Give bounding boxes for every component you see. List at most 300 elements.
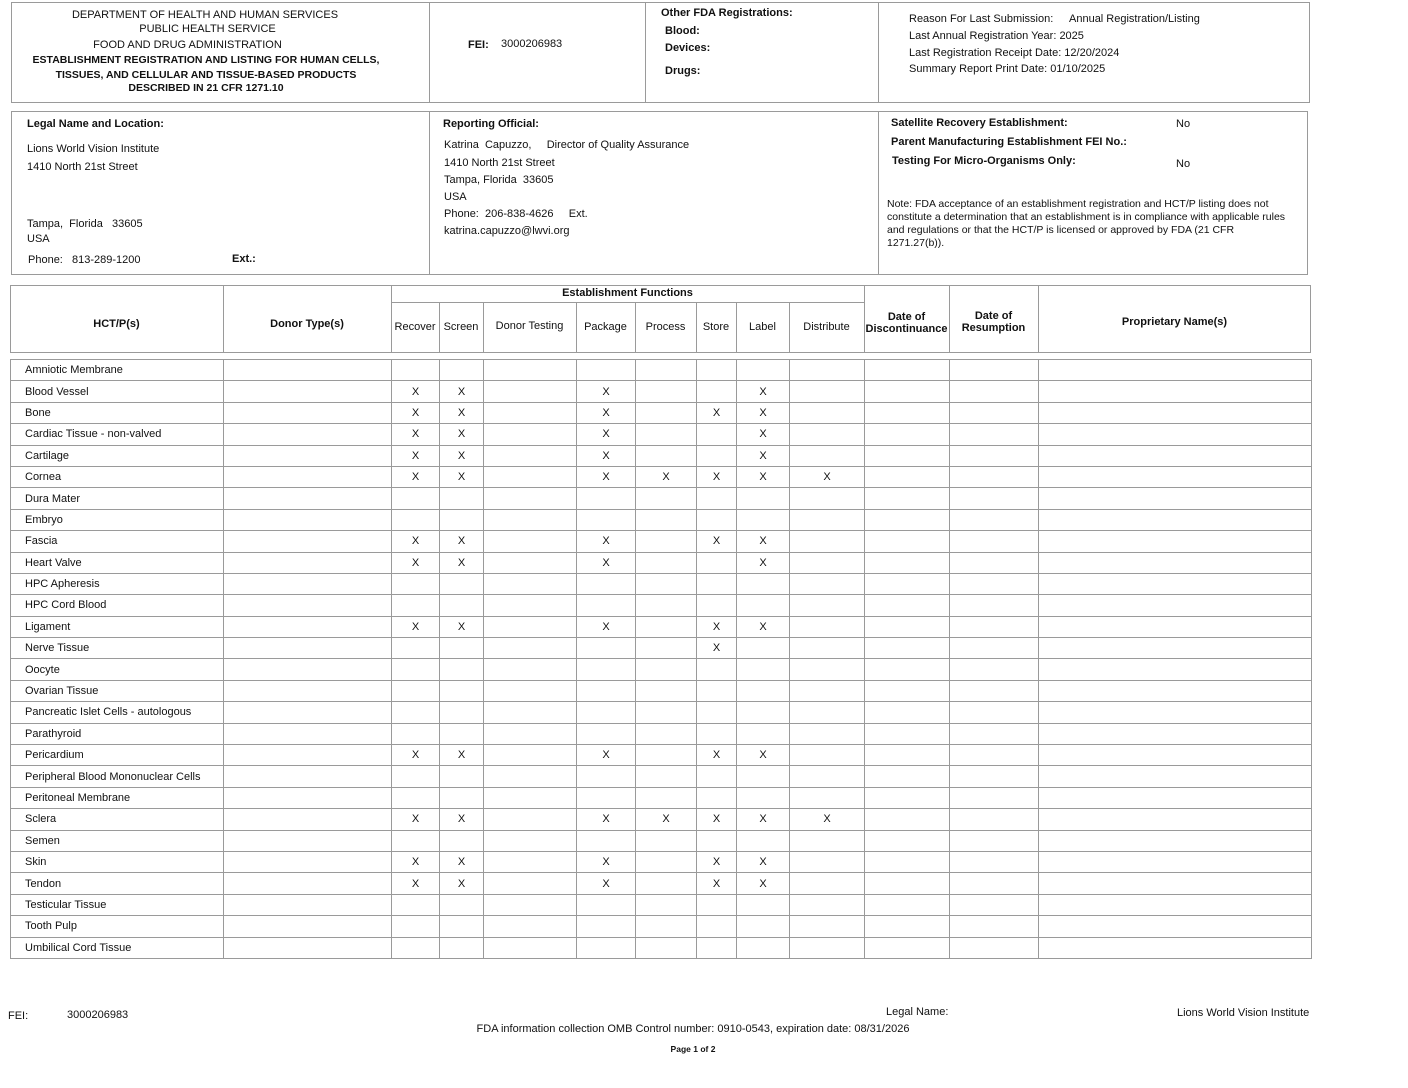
donor-type-cell — [224, 595, 392, 616]
label-mark — [737, 787, 790, 808]
hctp-name: Cardiac Tissue - non-valved — [11, 424, 224, 445]
package-mark: X — [577, 552, 636, 573]
process-mark — [636, 680, 697, 701]
process-mark — [636, 937, 697, 958]
donor-type-cell — [224, 488, 392, 509]
resumption-cell — [950, 360, 1039, 381]
recover-mark: X — [392, 531, 440, 552]
screen-mark — [440, 509, 484, 530]
table-row — [11, 638, 1312, 659]
reporting-official-title: Reporting Official: — [443, 118, 539, 130]
distribute-mark — [790, 916, 865, 937]
proprietary-name-cell — [1039, 595, 1312, 616]
donor-type-cell — [224, 381, 392, 402]
discontinuance-cell — [865, 402, 950, 423]
agency-line-1: DEPARTMENT OF HEALTH AND HUMAN SERVICES — [71, 9, 339, 21]
donor-type-cell — [224, 466, 392, 487]
resumption-cell — [950, 809, 1039, 830]
donor-testing-mark — [484, 830, 577, 851]
hctp-name: Dura Mater — [11, 488, 224, 509]
table-row — [11, 787, 1312, 808]
distribute-mark — [790, 360, 865, 381]
screen-mark: X — [440, 466, 484, 487]
distribute-mark — [790, 509, 865, 530]
donor-testing-mark — [484, 573, 577, 594]
hctp-name: Nerve Tissue — [11, 638, 224, 659]
discontinuance-cell — [865, 360, 950, 381]
label-mark — [737, 680, 790, 701]
resumption-cell — [950, 445, 1039, 466]
distribute-mark: X — [790, 466, 865, 487]
package-mark — [577, 830, 636, 851]
recover-mark — [392, 830, 440, 851]
drugs-label: Drugs: — [665, 65, 701, 77]
store-mark — [697, 766, 737, 787]
store-mark — [697, 723, 737, 744]
process-mark — [636, 894, 697, 915]
discontinuance-cell — [865, 723, 950, 744]
table-row — [11, 595, 1312, 616]
package-mark: X — [577, 381, 636, 402]
resumption-cell — [950, 766, 1039, 787]
satellite-label: Satellite Recovery Establishment: — [891, 117, 1068, 129]
table-row — [11, 916, 1312, 937]
donor-testing-mark — [484, 466, 577, 487]
distribute-mark — [790, 552, 865, 573]
screen-mark — [440, 659, 484, 680]
table-row — [11, 402, 1312, 423]
resumption-cell — [950, 723, 1039, 744]
table-row — [11, 680, 1312, 701]
process-mark — [636, 531, 697, 552]
screen-mark: X — [440, 552, 484, 573]
donor-type-cell — [224, 873, 392, 894]
proprietary-name-cell — [1039, 638, 1312, 659]
donor-type-cell — [224, 616, 392, 637]
hctp-name: Peritoneal Membrane — [11, 787, 224, 808]
process-mark — [636, 787, 697, 808]
fei-value: 3000206983 — [501, 38, 563, 50]
process-mark — [636, 381, 697, 402]
omb-notice: FDA information collection OMB Control number: 0910-0543, expiration date: 08/31/2026 — [476, 1023, 910, 1035]
donor-testing-mark — [484, 766, 577, 787]
proprietary-header: Proprietary Name(s) — [1121, 316, 1228, 328]
resumption-cell — [950, 509, 1039, 530]
store-mark — [697, 916, 737, 937]
donor-type-cell — [224, 402, 392, 423]
recover-mark — [392, 916, 440, 937]
donor-type-header: Donor Type(s) — [270, 318, 344, 330]
discontinuance-cell — [865, 638, 950, 659]
discontinuance-cell — [865, 745, 950, 766]
proprietary-name-cell — [1039, 531, 1312, 552]
resumption-cell — [950, 659, 1039, 680]
fei-label: FEI: — [468, 39, 489, 51]
discontinuance-cell — [865, 424, 950, 445]
official-phone: Phone: 206-838-4626 Ext. — [444, 208, 588, 220]
registration-receipt-date: Last Registration Receipt Date: 12/20/2024 — [909, 47, 1120, 59]
label-mark — [737, 894, 790, 915]
package-mark — [577, 680, 636, 701]
donor-type-cell — [224, 509, 392, 530]
donor-testing-mark — [484, 402, 577, 423]
donor-type-cell — [224, 766, 392, 787]
label-mark: X — [737, 851, 790, 872]
recover-mark — [392, 937, 440, 958]
discontinuance-cell — [865, 787, 950, 808]
proprietary-name-cell — [1039, 445, 1312, 466]
other-registrations-title: Other FDA Registrations: — [661, 7, 793, 19]
discontinuance-cell — [865, 616, 950, 637]
table-row — [11, 937, 1312, 958]
discontinuance-cell — [865, 552, 950, 573]
recover-mark — [392, 509, 440, 530]
screen-mark: X — [440, 424, 484, 445]
hctp-name: Peripheral Blood Mononuclear Cells — [11, 766, 224, 787]
store-header: Store — [702, 321, 730, 333]
discontinuance-cell — [865, 894, 950, 915]
resumption-cell — [950, 680, 1039, 701]
table-row — [11, 616, 1312, 637]
fda-note: Note: FDA acceptance of an establishment registration and HCT/P listing does not constitute a determination that an establishment is in compliance with applicable rules and regulations or that the HCT/P is licensed or approved by FDA (21 CFR 1271.27(b)). — [887, 198, 1286, 249]
discontinuance-cell — [865, 531, 950, 552]
donor-type-cell — [224, 745, 392, 766]
package-mark: X — [577, 745, 636, 766]
screen-mark: X — [440, 745, 484, 766]
resumption-cell — [950, 573, 1039, 594]
process-mark — [636, 766, 697, 787]
distribute-mark — [790, 659, 865, 680]
donor-type-cell — [224, 937, 392, 958]
distribute-mark — [790, 680, 865, 701]
process-mark — [636, 424, 697, 445]
hctp-name: Ligament — [11, 616, 224, 637]
recover-mark — [392, 638, 440, 659]
recover-mark: X — [392, 873, 440, 894]
process-mark — [636, 360, 697, 381]
distribute-mark — [790, 445, 865, 466]
distribute-mark — [790, 830, 865, 851]
legal-name-title: Legal Name and Location: — [27, 118, 164, 130]
table-row — [11, 573, 1312, 594]
distribute-mark — [790, 766, 865, 787]
table-row — [11, 659, 1312, 680]
process-mark — [636, 573, 697, 594]
recover-mark: X — [392, 445, 440, 466]
resumption-cell — [950, 916, 1039, 937]
screen-header: Screen — [443, 321, 479, 333]
donor-testing-mark — [484, 445, 577, 466]
package-mark — [577, 638, 636, 659]
hctp-name: Skin — [11, 851, 224, 872]
process-mark — [636, 445, 697, 466]
donor-testing-mark — [484, 381, 577, 402]
resumption-cell — [950, 466, 1039, 487]
process-mark — [636, 916, 697, 937]
donor-testing-header: Donor Testing — [495, 320, 564, 332]
donor-testing-mark — [484, 424, 577, 445]
table-row — [11, 851, 1312, 872]
package-mark: X — [577, 873, 636, 894]
table-row — [11, 531, 1312, 552]
screen-mark: X — [440, 873, 484, 894]
label-mark — [737, 638, 790, 659]
donor-type-cell — [224, 787, 392, 808]
proprietary-name-cell — [1039, 766, 1312, 787]
discontinuance-header-line-2: Discontinuance — [865, 323, 948, 335]
screen-mark — [440, 488, 484, 509]
package-header: Package — [584, 321, 627, 333]
donor-type-cell — [224, 680, 392, 701]
proprietary-name-cell — [1039, 723, 1312, 744]
footer-fei-value: 3000206983 — [67, 1009, 129, 1021]
store-mark: X — [697, 638, 737, 659]
legal-ext-label: Ext.: — [232, 253, 256, 265]
recover-mark — [392, 659, 440, 680]
screen-mark — [440, 916, 484, 937]
resumption-cell — [950, 638, 1039, 659]
recover-mark — [392, 573, 440, 594]
screen-mark — [440, 680, 484, 701]
proprietary-name-cell — [1039, 659, 1312, 680]
hctp-name: Amniotic Membrane — [11, 360, 224, 381]
table-row — [11, 723, 1312, 744]
donor-testing-mark — [484, 937, 577, 958]
hctp-name: Sclera — [11, 809, 224, 830]
donor-testing-mark — [484, 638, 577, 659]
package-mark — [577, 573, 636, 594]
recover-mark: X — [392, 745, 440, 766]
agency-line-3: FOOD AND DRUG ADMINISTRATION — [93, 39, 282, 51]
hctp-name: Heart Valve — [11, 552, 224, 573]
distribute-mark — [790, 424, 865, 445]
screen-mark — [440, 638, 484, 659]
proprietary-name-cell — [1039, 573, 1312, 594]
donor-type-cell — [224, 894, 392, 915]
label-mark: X — [737, 466, 790, 487]
hctp-name: Pancreatic Islet Cells - autologous — [11, 702, 224, 723]
proprietary-name-cell — [1039, 937, 1312, 958]
proprietary-name-cell — [1039, 360, 1312, 381]
recover-mark: X — [392, 381, 440, 402]
label-mark — [737, 916, 790, 937]
resumption-cell — [950, 402, 1039, 423]
donor-type-cell — [224, 723, 392, 744]
discontinuance-cell — [865, 381, 950, 402]
store-mark — [697, 509, 737, 530]
resumption-cell — [950, 381, 1039, 402]
discontinuance-header-line-1: Date of — [887, 311, 926, 323]
label-mark — [737, 723, 790, 744]
legal-city: Tampa, Florida 33605 — [27, 218, 143, 230]
package-mark — [577, 659, 636, 680]
table-row — [11, 894, 1312, 915]
donor-type-cell — [224, 552, 392, 573]
store-mark: X — [697, 851, 737, 872]
screen-mark — [440, 787, 484, 808]
recover-mark: X — [392, 402, 440, 423]
blood-label: Blood: — [665, 25, 700, 37]
donor-type-cell — [224, 916, 392, 937]
donor-type-cell — [224, 573, 392, 594]
screen-mark: X — [440, 616, 484, 637]
footer-legal-label: Legal Name: — [886, 1006, 949, 1018]
resumption-cell — [950, 595, 1039, 616]
recover-mark — [392, 360, 440, 381]
screen-mark — [440, 702, 484, 723]
package-mark: X — [577, 616, 636, 637]
donor-testing-mark — [484, 680, 577, 701]
store-mark: X — [697, 531, 737, 552]
store-mark — [697, 702, 737, 723]
discontinuance-cell — [865, 445, 950, 466]
hctp-name: Umbilical Cord Tissue — [11, 937, 224, 958]
distribute-mark — [790, 937, 865, 958]
footer-legal-value: Lions World Vision Institute — [1177, 1007, 1310, 1019]
form-title-line-3: DESCRIBED IN 21 CFR 1271.10 — [128, 82, 284, 94]
report-print-date: Summary Report Print Date: 01/10/2025 — [909, 63, 1106, 75]
last-registration-year: Last Annual Registration Year: 2025 — [909, 30, 1084, 42]
proprietary-name-cell — [1039, 466, 1312, 487]
label-mark: X — [737, 445, 790, 466]
package-mark — [577, 766, 636, 787]
resumption-cell — [950, 894, 1039, 915]
table-row — [11, 552, 1312, 573]
proprietary-name-cell — [1039, 702, 1312, 723]
donor-testing-mark — [484, 595, 577, 616]
donor-testing-mark — [484, 531, 577, 552]
resumption-header-line-2: Resumption — [961, 322, 1026, 334]
donor-testing-mark — [484, 488, 577, 509]
process-mark: X — [636, 809, 697, 830]
distribute-mark — [790, 745, 865, 766]
process-mark — [636, 702, 697, 723]
resumption-cell — [950, 830, 1039, 851]
proprietary-name-cell — [1039, 680, 1312, 701]
discontinuance-cell — [865, 488, 950, 509]
donor-type-cell — [224, 424, 392, 445]
donor-testing-mark — [484, 851, 577, 872]
screen-mark — [440, 723, 484, 744]
distribute-mark — [790, 702, 865, 723]
devices-label: Devices: — [665, 42, 711, 54]
proprietary-name-cell — [1039, 745, 1312, 766]
label-mark — [737, 509, 790, 530]
label-mark — [737, 937, 790, 958]
distribute-header: Distribute — [803, 321, 850, 333]
hctp-name: Parathyroid — [11, 723, 224, 744]
process-mark — [636, 851, 697, 872]
label-mark — [737, 573, 790, 594]
legal-country: USA — [27, 233, 50, 245]
table-row — [11, 702, 1312, 723]
form-title-line-1: ESTABLISHMENT REGISTRATION AND LISTING FOR HUMAN CELLS, — [32, 54, 380, 66]
proprietary-name-cell — [1039, 424, 1312, 445]
label-mark: X — [737, 402, 790, 423]
store-mark: X — [697, 809, 737, 830]
label-mark — [737, 360, 790, 381]
screen-mark — [440, 937, 484, 958]
store-mark: X — [697, 745, 737, 766]
donor-type-cell — [224, 809, 392, 830]
hctp-name: Bone — [11, 402, 224, 423]
table-row — [11, 873, 1312, 894]
resumption-cell — [950, 488, 1039, 509]
proprietary-name-cell — [1039, 381, 1312, 402]
distribute-mark — [790, 638, 865, 659]
discontinuance-cell — [865, 659, 950, 680]
process-mark — [636, 552, 697, 573]
donor-testing-mark — [484, 723, 577, 744]
process-mark: X — [636, 466, 697, 487]
recover-mark — [392, 894, 440, 915]
recover-mark — [392, 680, 440, 701]
hctp-name: Fascia — [11, 531, 224, 552]
official-name: Katrina Capuzzo, Director of Quality Assurance — [444, 139, 690, 151]
donor-type-cell — [224, 360, 392, 381]
process-mark — [636, 659, 697, 680]
resumption-cell — [950, 937, 1039, 958]
discontinuance-cell — [865, 702, 950, 723]
distribute-mark — [790, 531, 865, 552]
table-row — [11, 381, 1312, 402]
proprietary-name-cell — [1039, 509, 1312, 530]
official-street: 1410 North 21st Street — [444, 157, 555, 169]
reason-value: Annual Registration/Listing — [1069, 13, 1200, 25]
store-mark — [697, 360, 737, 381]
recover-mark: X — [392, 616, 440, 637]
table-row — [11, 488, 1312, 509]
recover-mark — [392, 595, 440, 616]
store-mark — [697, 830, 737, 851]
donor-testing-mark — [484, 916, 577, 937]
distribute-mark — [790, 873, 865, 894]
discontinuance-cell — [865, 809, 950, 830]
donor-type-cell — [224, 830, 392, 851]
package-mark: X — [577, 402, 636, 423]
resumption-cell — [950, 787, 1039, 808]
legal-phone: 813-289-1200 — [72, 254, 141, 266]
resumption-header-line-1: Date of — [974, 310, 1013, 322]
distribute-mark: X — [790, 809, 865, 830]
official-country: USA — [444, 191, 467, 203]
discontinuance-cell — [865, 595, 950, 616]
store-mark — [697, 573, 737, 594]
official-city: Tampa, Florida 33605 — [444, 174, 554, 186]
legal-phone-label: Phone: — [28, 254, 63, 266]
store-mark — [697, 894, 737, 915]
store-mark — [697, 787, 737, 808]
recover-mark: X — [392, 851, 440, 872]
store-mark — [697, 552, 737, 573]
store-mark: X — [697, 402, 737, 423]
reason-label: Reason For Last Submission: — [909, 13, 1054, 25]
store-mark — [697, 381, 737, 402]
recover-mark — [392, 787, 440, 808]
store-mark — [697, 445, 737, 466]
screen-mark: X — [440, 809, 484, 830]
proprietary-name-cell — [1039, 894, 1312, 915]
package-mark: X — [577, 424, 636, 445]
label-mark: X — [737, 552, 790, 573]
donor-testing-mark — [484, 552, 577, 573]
proprietary-name-cell — [1039, 809, 1312, 830]
package-mark: X — [577, 851, 636, 872]
distribute-mark — [790, 381, 865, 402]
hctp-name: HPC Apheresis — [11, 573, 224, 594]
discontinuance-cell — [865, 573, 950, 594]
micro-testing-label: Testing For Micro-Organisms Only: — [892, 155, 1076, 167]
